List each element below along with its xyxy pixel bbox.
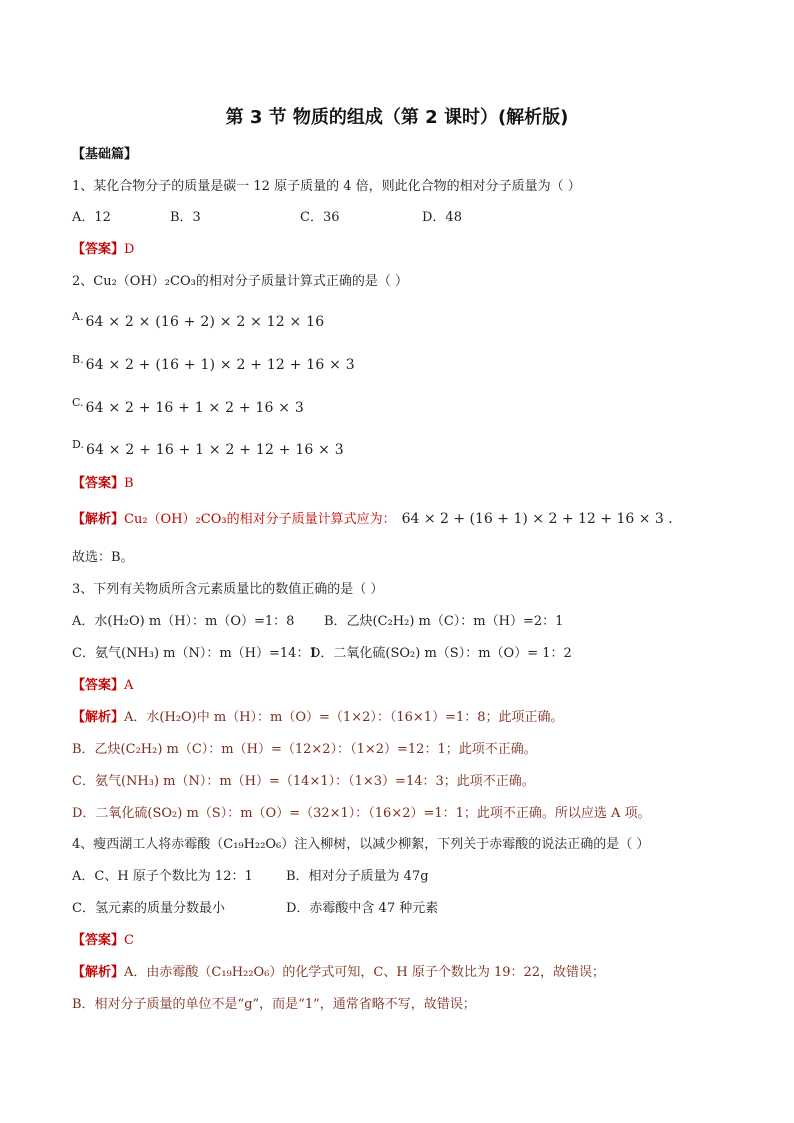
explain-tag: 【解析】 — [72, 710, 125, 725]
question-4-stem: 4、瘦西湖工人将赤霉酸（C₁₉H₂₂O₆）注入柳树，以减少柳絮，下列关于赤霉酸的说法正确的是（ ） — [72, 837, 650, 852]
option-d: D．二氧化硫(SO₂) m（S）：m（O）= 1：2 — [310, 646, 572, 661]
question-3-stem: 3、下列有关物质所含元素质量比的数值正确的是（ ） — [72, 582, 384, 597]
question-3-explanation-c: C．氨气(NH₃) m（N）：m（H）=（14×1）：（1×3）=14：3；此项不正确。 — [72, 774, 535, 789]
answer-tag: 【答案】 — [72, 933, 125, 948]
question-2-option-d: $^{D.}$ 64 × 2 + 16 + 1 × 2 + 12 + 16 × 3 — [72, 438, 344, 458]
question-4-options-ab — [72, 868, 429, 886]
question-3-answer — [72, 677, 133, 695]
option-a: A．水(H₂O) m（H）：m（O）=1：8 — [72, 614, 295, 629]
question-4-explanation-b: B．相对分子质量的单位不是“g”，而是“1”，通常省略不写，故错误； — [72, 997, 476, 1012]
answer-value: A — [124, 678, 134, 693]
question-2-option-b: $^{B.}$ 64 × 2 + (16 + 1) × 2 + 12 + 16 × 3 — [72, 353, 355, 373]
answer-tag: 【答案】 — [72, 242, 125, 257]
section-heading: 【基础篇】 — [72, 147, 138, 162]
option-a: A．C、H 原子个数比为 12：1 — [72, 869, 253, 884]
question-3-explanation-d: D．二氧化硫(SO₂) m（S）：m（O）=（32×1）：（16×2）=1：1；此项不正确。所以应选 A 项。 — [72, 806, 651, 821]
answer-tag: 【答案】 — [72, 476, 125, 491]
question-4-explanation-a: 【解析】A．由赤霉酸（C₁₉H₂₂O₆）的化学式可知，C、H 原子个数比为 19：22，故错误； — [72, 965, 606, 980]
question-4-options-cd — [72, 900, 438, 918]
question-2-answer — [72, 475, 134, 493]
page-title: 第 3 节 物质的组成（第 2 课时）(解析版) — [225, 107, 569, 128]
question-3-options-cd — [72, 645, 572, 663]
answer-value: B — [124, 476, 134, 491]
option-b: B．相对分子质量为 47g — [286, 869, 429, 884]
question-3-explanation-a: 【解析】A．水(H₂O)中 m（H）：m（O）=（1×2）：（16×1）=1：8；此项正确。 — [72, 710, 564, 725]
question-2-conclusion: 故选：B。 — [72, 550, 134, 565]
question-3-explanation-b: B．乙炔(C₂H₂) m（C）：m（H）=（12×2）：（1×2）=12：1；此项不正确。 — [72, 742, 537, 757]
answer-value: C — [124, 933, 134, 948]
question-4-answer — [72, 932, 134, 950]
question-1-stem: 1、某化合物分子的质量是碳一 12 原子质量的 4 倍，则此化合物的相对分子质量为（ ） — [72, 179, 581, 194]
option-c: C．36 — [300, 210, 340, 225]
option-c: C．氨气(NH₃) m（N）：m（H）=14：1 — [72, 646, 318, 661]
answer-tag: 【答案】 — [72, 678, 125, 693]
option-d: D．48 — [422, 210, 462, 225]
option-a: A．12 — [72, 210, 111, 225]
question-1-answer — [72, 241, 134, 259]
answer-value: D — [124, 242, 135, 257]
question-2-explanation: 【解析】Cu₂（OH）₂CO₃的相对分子质量计算式应为： 64 × 2 + (16 + 1) × 2 + 12 + 16 × 3 . — [72, 511, 673, 527]
option-c: C．氢元素的质量分数最小 — [72, 901, 225, 916]
explain-tag: 【解析】 — [72, 965, 125, 980]
question-1-options — [72, 209, 462, 227]
question-2-option-c: $^{C.}$ 64 × 2 + 16 + 1 × 2 + 16 × 3 — [72, 396, 304, 416]
option-b: B．乙炔(C₂H₂) m（C）：m（H）=2：1 — [324, 614, 564, 629]
question-2-option-a: $^{A.}$ 64 × 2 × (16 + 2) × 2 × 12 × 16 — [72, 310, 325, 330]
question-3-options-ab — [72, 613, 563, 631]
option-d: D．赤霉酸中含 47 种元素 — [286, 901, 439, 916]
option-b: B．3 — [170, 210, 201, 225]
explain-tag: 【解析】 — [72, 512, 125, 527]
question-2-stem: 2、Cu₂（OH）₂CO₃的相对分子质量计算式正确的是（ ） — [72, 274, 408, 289]
